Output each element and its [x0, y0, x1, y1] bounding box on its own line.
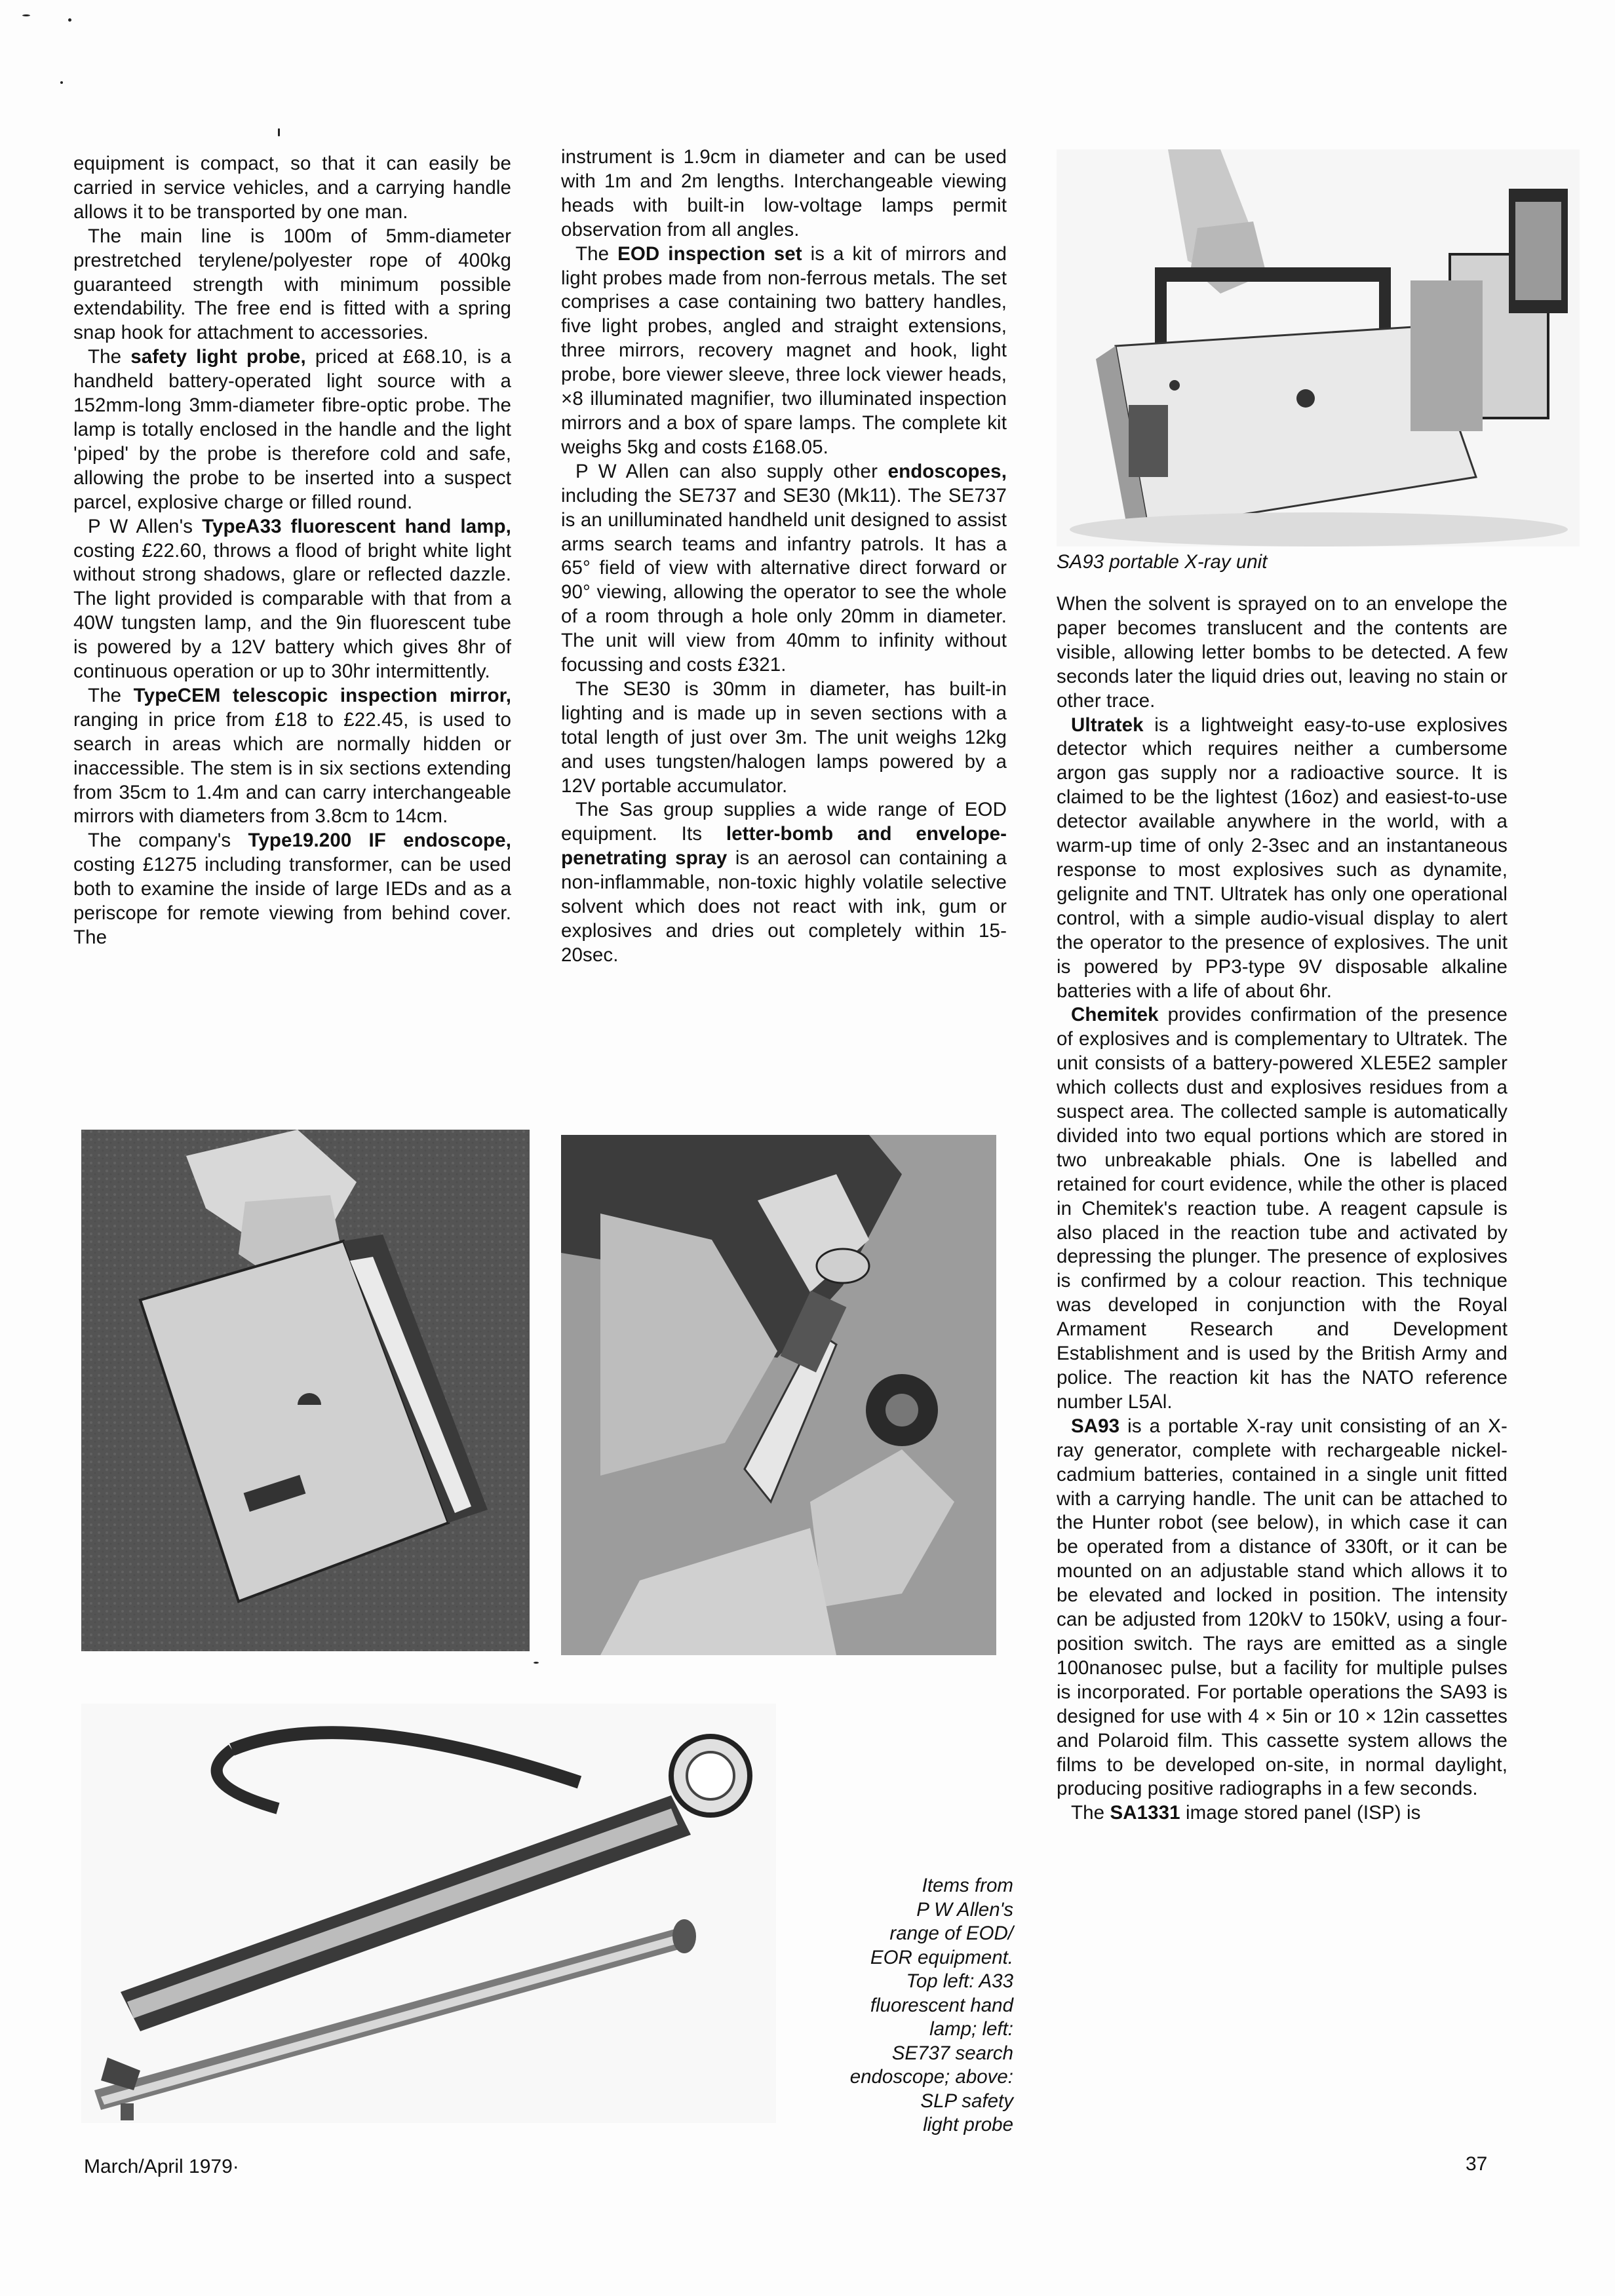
hand-lamp-photo — [81, 1130, 530, 1651]
caption-line: Top left: A33 — [906, 1970, 1013, 1992]
product-name: SA1331 — [1110, 1802, 1180, 1824]
article-column-1 — [73, 152, 511, 950]
print-mark — [534, 1662, 539, 1664]
product-name: letter-bomb and envelope-penetrating spray — [561, 823, 1007, 870]
caption-line: P W Allen's — [916, 1898, 1013, 1921]
paragraph: The safety light probe, priced at £68.10, is a handheld battery-operated light source with a 152mm-long 3mm-diameter fibre-optic probe. The lamp is totally enclosed in the handle and the light 'piped' by the probe is therefore cold and safe, allowing the probe to be inserted into a suspect parcel, explosive charge or filled round. — [73, 346, 512, 513]
paragraph: When the solvent is sprayed on to an envelope the paper becomes translucent and the contents are visible, allowing letter bombs to be detected. A few seconds later the liquid dries out, leaving no stain or other trace. — [1057, 593, 1508, 712]
paragraph: SA93 is a portable X-ray unit consisting of an X-ray generator, complete with rechargeable nickel-cadmium batteries, contained in a single unit fitted with a carrying handle. The unit can be attached to the Hunter robot (see below), in which case it can be operated from a distance of 330ft, or it can be mounted on an adjustable stand which allows it to be elevated and locked in position. The intensity can be adjusted from 120kV to 150kV, using a four-position switch. The rays are emitted as a single 100nanosec pulse, but a facility for multiple pulses is incorporated. For portable operations the SA93 is designed for use with 4 × 5in or 10 × 12in cassettes and Polaroid film. This cassette system allows the films to be developed on-site, in normal daylight, producing positive radiographs in a few seconds. — [1057, 1415, 1508, 1800]
paragraph: The SE30 is 30mm in diameter, has built-in lighting and is made up in seven sections with a total length of just over 3m. The unit weighs 12kg and uses tungsten/halogen lamps powered by a 12V portable accumulator. — [561, 678, 1007, 797]
paragraph: The Sas group supplies a wide range of EOD equipment. Its letter-bomb and envelope-penetrating spray is an aerosol can containing a non-inflammable, non-toxic highly volatile selective solvent which does not react with ink, gum or explosives and dries out completely within 15-20sec. — [561, 799, 1007, 966]
paragraph: The SA1331 image stored panel (ISP) is — [1071, 1802, 1421, 1824]
caption-line: endoscope; above: — [849, 2066, 1013, 2088]
scan-speck — [278, 128, 280, 136]
figure-caption — [780, 1874, 1013, 2137]
caption-line: SLP safety — [920, 2090, 1013, 2112]
caption-line: SE737 search — [891, 2042, 1013, 2064]
figure-caption: SA93 portable X-ray unit — [1057, 551, 1268, 573]
product-name: SA93 — [1071, 1415, 1120, 1437]
paragraph: The TypeCEM telescopic inspection mirror, ranging in price from £18 to £22.45, is used to search in areas which are normally hidden or inaccessible. The stem is in six sections extending from 35cm to 1.4m and can carry interchangeable mirrors with diameters from 3.8cm to 14cm. — [73, 684, 512, 828]
paragraph: P W Allen can also supply other endoscopes, including the SE737 and SE30 (Mk11). The SE737 is an unilluminated handheld unit designed to assist arms search teams and infantry patrols. It has a 65° field of view with alternative direct forward or 90° viewing, allowing the operator to see the whole of a room through a hole only 20mm in diameter. The unit will view from 40mm to infinity without focussing and costs £321. — [561, 460, 1007, 676]
xray-unit-photo — [1057, 149, 1580, 546]
paragraph: The EOD inspection set is a kit of mirrors and light probes made from non-ferrous metals. The set comprises a case containing two battery handles, five light probes, angled and straight extensions, three mirrors, recovery magnet and hook, light probe, bore viewer sleeve, three lock viewer heads, ×8 illuminated magnifier, two illuminated inspection mirrors and a box of spare lamps. The complete kit weighs 5kg and costs £168.05. — [561, 242, 1007, 458]
issue-date: March/April 1979· — [84, 2156, 239, 2177]
article-column-2 — [561, 145, 1007, 968]
caption-line: range of EOD/ — [889, 1923, 1013, 1944]
caption-line: Items from — [922, 1875, 1013, 1896]
product-name: safety light probe, — [130, 346, 306, 368]
paragraph: The main line is 100m of 5mm-diameter prestretched terylene/polyester rope of 400kg guaranteed strength with minimum possible extendability. The free end is fitted with a spring snap hook for attachment to accessories. — [73, 225, 511, 344]
product-name: EOD inspection set — [617, 242, 802, 265]
product-name: endoscopes, — [887, 460, 1007, 482]
caption-line: fluorescent hand — [870, 1994, 1013, 2016]
product-name: TypeA33 fluorescent hand lamp, — [202, 515, 511, 537]
caption-line: lamp; left: — [929, 2018, 1013, 2040]
paragraph: instrument is 1.9cm in diameter and can be used with 1m and 2m lengths. Interchangeable viewing heads with built-in low-voltage lamps permit observation from all angles. — [561, 146, 1007, 240]
scan-speck — [68, 18, 71, 22]
caption-line: light probe — [923, 2114, 1013, 2135]
paragraph: The company's Type19.200 IF endoscope, costing £1275 including transformer, can be used both to examine the inside of large IEDs and as a periscope for remote viewing from behind cover. The — [73, 830, 511, 948]
page-number: 37 — [1466, 2153, 1488, 2175]
scan-speck — [22, 14, 30, 16]
caption-line: EOR equipment. — [870, 1946, 1013, 1968]
paragraph: Ultratek is a lightweight easy-to-use explosives detector which requires neither a cumbersome argon gas supply nor a radioactive source. It is claimed to be the lightest (16oz) and easiest-to-use detector available anywhere in the world, with a warm-up time of only 2-3sec and an instantaneous response to most explosives such as dynamite, gelignite and TNT. Ultratek has only one operational control, with a simple audio-visual display to alert the operator to the presence of explosives. The unit is powered by PP3-type 9V disposable alkaline batteries with a life of about 6hr. — [1057, 714, 1508, 1002]
product-name: Type19.200 IF endoscope, — [248, 830, 511, 852]
article-column-3 — [1057, 592, 1508, 1826]
paragraph: equipment is compact, so that it can easily be carried in service vehicles, and a carrying handle allows it to be transported by one man. — [73, 153, 511, 223]
paragraph: P W Allen's TypeA33 fluorescent hand lamp, costing £22.60, throws a flood of bright white light without strong shadows, glare or reflected dazzle. The light provided is comparable with that from a 40W tungsten lamp, and the 9in fluorescent tube is powered by a 12V battery which gives 8hr of continuous operation or up to 30hr intermittently. — [73, 515, 511, 683]
light-probe-photo — [81, 1704, 776, 2123]
product-name: Ultratek — [1071, 714, 1144, 736]
product-name: Chemitek — [1071, 1004, 1159, 1026]
paragraph: Chemitek provides confirmation of the presence of explosives and is complementary to Ultratek. The unit consists of a battery-powered XLE5E2 sampler which collects dust and explosives residues from a suspect area. The collected sample is automatically divided into two equal portions which are stored in two unbreakable phials. One is labelled and retained for court evidence, while the other is placed in Chemitek's reaction tube. A reagent capsule is also placed in the reaction tube and activated by depressing the plunger. The presence of explosives is confirmed by a colour reaction. This technique was developed in conjunction with the Royal Armament Research and Development Establishment and is used by the British Army and police. The reaction kit has the NATO reference number L5Al. — [1057, 1004, 1508, 1413]
product-name: TypeCEM telescopic inspection mirror, — [133, 684, 512, 706]
scan-speck — [60, 81, 63, 84]
endoscope-photo — [561, 1135, 996, 1655]
